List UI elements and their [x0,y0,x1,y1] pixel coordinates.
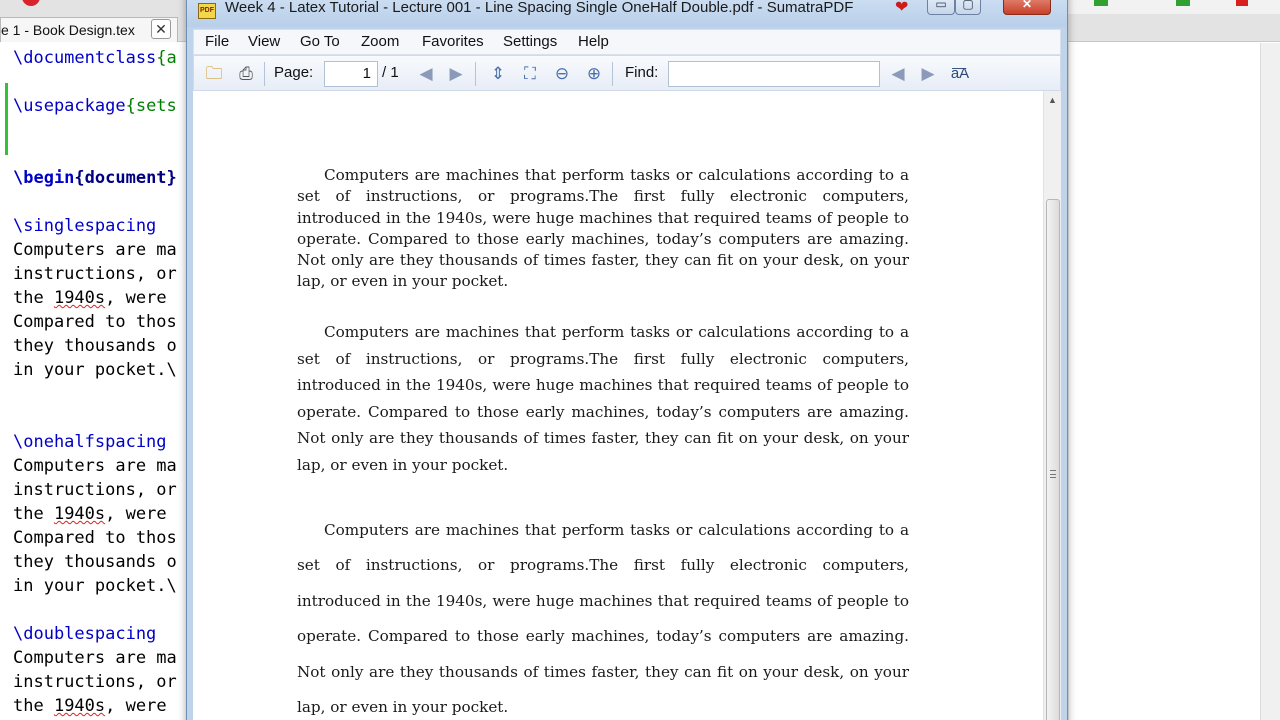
code-line: instructions, or [13,264,177,284]
code-text: the [13,504,54,524]
spelling-error[interactable]: 1940s [53,696,106,716]
document-viewport[interactable] [193,91,1061,720]
fit-width-icon[interactable]: ⛶ [524,64,536,83]
toolbar-green-icon[interactable] [1176,0,1190,6]
menu-bar [193,29,1061,55]
code-editor[interactable] [0,43,186,720]
scrollbar-thumb[interactable] [1046,199,1060,720]
find-input[interactable] [668,61,880,87]
fit-page-icon[interactable]: ⇕ [490,64,506,83]
code-line: they thousands o [13,552,177,572]
menu-goto[interactable]: Go To [300,33,340,50]
close-tab-icon[interactable]: ✕ [151,19,171,39]
code-line: Compared to thos [13,528,177,548]
title-bar[interactable] [187,0,1067,27]
code-line [13,46,177,70]
previous-page-icon[interactable]: ◀ [419,64,433,83]
code-text: , were [105,504,167,524]
spelling-error[interactable]: 1940s [53,504,106,524]
page-label: Page: [274,64,314,81]
toolbar-separator [612,62,613,86]
code-line: in your pocket.\ [13,360,177,380]
code-line: Compared to thos [13,312,177,332]
print-icon[interactable]: ⎙ [239,64,253,83]
close-button[interactable]: ✕ [1003,0,1051,15]
find-label: Find: [625,64,659,81]
code-line [13,94,177,118]
code-line [13,694,167,718]
zoom-out-icon[interactable]: ⊖ [554,64,570,83]
paragraph-single-spacing: Computers are machines that perform tasks or calculations according to a set of instructions, or programs.The first fully electronic computers, introduced in the 1940s, were huge machines that required teams of people to operate. Compared to those early machines, today’s computers are amazing. Not only are they thousands of times faster, they can fit on your desk, on your lap, or even in your pocket. [297,166,909,291]
toolbar [193,55,1061,91]
toolbar-separator [264,62,265,86]
spelling-error[interactable]: 1940s [53,288,106,308]
code-text: the [13,288,54,308]
code-line-doublespacing: \doublespacing [13,624,157,644]
editor-scrollbar[interactable] [1260,43,1280,720]
paragraph-onehalf-spacing: Computers are machines that perform tasks or calculations according to a set of instructions, or programs.The first fully electronic computers, introduced in the 1940s, were huge machines that required teams of people to operate. Compared to those early machines, today’s computers are amazing. Not only are they thousands of times faster, they can fit on your desk, on your lap, or even in your pocket. [297,323,909,474]
change-marker [5,83,8,155]
toolbar-red-icon[interactable] [1236,0,1248,6]
code-line-singlespacing: \singlespacing [13,216,157,236]
find-previous-icon[interactable]: ◀ [891,64,905,83]
grip-icon [1050,470,1056,478]
code-text: , were [105,696,167,716]
code-line: Computers are ma [13,648,177,668]
code-line: instructions, or [13,672,177,692]
code-line [13,502,167,526]
menu-favorites[interactable]: Favorites [422,33,484,50]
record-icon [22,0,40,6]
code-line: Computers are ma [13,240,177,260]
latex-argument: {a [156,48,177,68]
pdf-app-icon: PDF [198,3,216,19]
latex-argument: {document} [74,168,177,188]
editor-tab-book-design[interactable]: e 1 - Book Design.tex [0,17,178,42]
scroll-up-icon[interactable]: ▲ [1048,95,1057,105]
menu-file[interactable]: File [205,33,230,50]
toolbar-green-icon[interactable] [1094,0,1108,6]
code-line: they thousands o [13,336,177,356]
maximize-button[interactable]: ▢ [955,0,981,15]
next-page-icon[interactable]: ▶ [449,64,463,83]
menu-zoom[interactable]: Zoom [361,33,400,50]
vertical-scrollbar[interactable] [1043,91,1061,720]
open-file-icon[interactable]: 🗀 [205,64,223,83]
find-next-icon[interactable]: ▶ [921,64,935,83]
page-total: / 1 [382,64,399,81]
paragraph-double-spacing: Computers are machines that perform tasks or calculations according to a set of instructions, or programs.The first fully electronic computers, introduced in the 1940s, were huge machines that required teams of people to operate. Compared to those early machines, today’s computers are amazing. Not only are they thousands of times faster, they can fit on your desk, on your lap, or even in your pocket. [297,521,909,717]
minimize-button[interactable]: ▭ [927,0,955,15]
latex-argument: {sets [125,96,177,116]
editor-right-pane [1068,43,1260,720]
code-line: in your pocket.\ [13,576,177,596]
update-notice-icon[interactable]: ❤ [895,0,909,16]
code-line-onehalfspacing: \onehalfspacing [13,432,167,452]
menu-settings[interactable]: Settings [503,33,558,50]
match-case-icon[interactable]: a͞A [950,65,970,82]
sumatrapdf-window [186,0,1068,720]
menu-help[interactable]: Help [578,33,609,50]
latex-command: \begin [13,168,75,188]
code-line: Computers are ma [13,456,177,476]
window-title: Week 4 - Latex Tutorial - Lecture 001 - Line Spacing Single OneHalf Double.pdf - SumatraPDF [225,0,854,16]
pdf-page [193,91,1043,720]
code-line: instructions, or [13,480,177,500]
latex-command: \documentclass [13,48,157,68]
code-line [13,286,167,310]
page-number-input[interactable]: 1 [324,61,378,87]
code-text: the [13,696,54,716]
code-line [13,166,177,190]
menu-view[interactable]: View [248,33,281,50]
latex-command: \usepackage [13,96,126,116]
zoom-in-icon[interactable]: ⊕ [586,64,602,83]
code-text: , were [105,288,167,308]
toolbar-separator [475,62,476,86]
